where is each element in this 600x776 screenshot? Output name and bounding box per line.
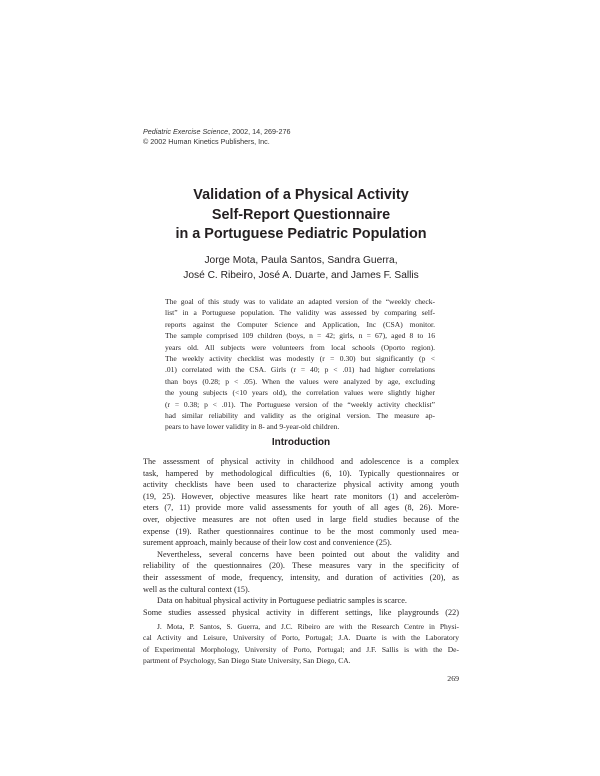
- body-line: Some studies assessed physical activity in different settings, like playgrounds (22): [143, 607, 459, 617]
- abstract-line: The sample comprised 109 children (boys, n = 42; girls, n = 67), aged 8 to 16: [165, 331, 435, 341]
- body-line: Data on habitual physical activity in Portuguese pediatric samples is scarce.: [157, 596, 407, 606]
- title-line: Self-Report Questionnaire: [211, 206, 391, 223]
- journal-citation: [143, 127, 290, 146]
- journal-line: [143, 127, 290, 137]
- body-line: reliability of the questionnaires (20). These measures vary in the specificity of: [143, 561, 459, 571]
- footnote-line: J. Mota, P. Santos, S. Guerra, and J.C. Ribeiro are with the Research Centre in Physi-: [157, 622, 459, 631]
- abstract-line: pears to have lower validity in 8- and 9-year-old children.: [165, 422, 340, 432]
- footnote-line: partment of Psychology, San Diego State University, San Diego, CA.: [143, 655, 351, 665]
- journal-name: Pediatric Exercise Science: [143, 127, 229, 136]
- author-list: [143, 253, 459, 283]
- abstract-line: the young subjects (<10 years old), the correlation values were slightly higher: [165, 388, 435, 398]
- copyright: © 2002 Human Kinetics Publishers, Inc.: [143, 136, 270, 146]
- title-line: in a Portuguese Pediatric Population: [175, 226, 427, 242]
- author-affiliation-footnote: [143, 621, 459, 666]
- footnote-line: of Experimental Morphology, University of Porto, Portugal; and J.F. Sallis is with the De-: [143, 644, 459, 654]
- abstract: [165, 296, 435, 433]
- body-line: Nevertheless, several concerns have been pointed out about the validity and: [157, 549, 459, 559]
- page-number: 269: [447, 674, 459, 683]
- title-line: Validation of a Physical Activity: [193, 187, 409, 203]
- author-line: Jorge Mota, Paula Santos, Sandra Guerra,: [204, 255, 398, 266]
- abstract-line: had similar reliability and validity as the original version. The measure ap-: [165, 410, 435, 420]
- abstract-line: than boys (0.28; p < .05). When the values were analyzed by age, excluding: [165, 376, 435, 386]
- section-heading-introduction: Introduction: [271, 437, 331, 448]
- abstract-line: The weekly activity checklist was modestly (r = 0.30) but significantly (p <: [165, 353, 435, 363]
- abstract-line: The goal of this study was to validate an adapted version of the “weekly check-: [165, 297, 435, 306]
- author-line: José C. Ribeiro, José A. Duarte, and James F. Sallis: [183, 270, 419, 281]
- body-line: task, hampered by methodological difficulties (6, 10). Typically questionnaires or: [143, 468, 459, 478]
- abstract-line: list” in a Portuguese population. The validity was assessed by comparing self-: [165, 308, 435, 318]
- journal-volume: , 2002, 14, 269-276: [228, 127, 291, 136]
- body-line: their assessment of mode, frequency, intensity, and duration of activities (20), as: [143, 572, 459, 582]
- abstract-line: years old. All subjects were volunteers from local schools (Oporto region).: [165, 342, 435, 352]
- footnote-line: cal Activity and Leisure, University of Porto, Portugal; J.A. Duarte is with the Laboratory: [143, 633, 459, 643]
- body-line: expense (19). Rather questionnaires continue to be the most commonly used mea-: [143, 526, 459, 536]
- body-line: over, objective measures are not often used in large field studies because of the: [143, 514, 459, 524]
- body-line: The assessment of physical activity in childhood and adolescence is a complex: [143, 457, 459, 466]
- introduction-body: [143, 456, 459, 618]
- abstract-line: reports against the Computer Science and Application, Inc (CSA) monitor.: [165, 319, 435, 329]
- body-line: eters (7, 11) provide more valid assessments for youth of all ages (8, 26). More-: [143, 503, 459, 513]
- body-line: surement approach, mainly because of their low cost and convenience (25).: [143, 538, 392, 548]
- abstract-line: .01) correlated with the CSA. Girls (r = 40; p < .01) had higher correlations: [165, 365, 435, 375]
- article-title: [143, 186, 459, 245]
- body-line: activity checklists have been used to characterize physical activity among youth: [143, 480, 459, 490]
- body-line: well as the cultural context (15).: [143, 584, 250, 594]
- body-line: (19, 25). However, objective measures like heart rate monitors (1) and acceleròm-: [143, 491, 459, 501]
- abstract-line: (r = 0.38; p < .01). The Portuguese version of the “weekly activity checklist”: [165, 399, 435, 409]
